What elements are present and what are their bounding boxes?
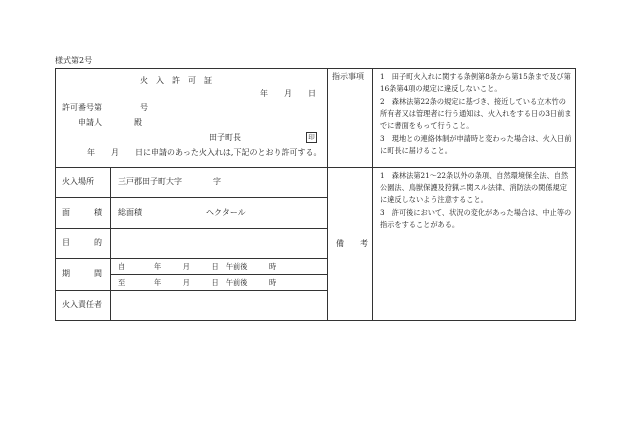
permit-title: 火 入 許 可 証 xyxy=(140,76,212,85)
applicant-label: 申請人 xyxy=(78,118,102,127)
period-to: 至 年 月 日 午前後 時 xyxy=(118,278,277,287)
applicant-honorific: 殿 xyxy=(134,118,142,127)
area-prefix: 総面積 xyxy=(118,208,142,217)
instruction-item-3: 3 現地との連絡体制が申請時と変わった場合は、火入日前に町長に届けること。 xyxy=(380,134,572,156)
location-value: 三戸郡田子町大字 xyxy=(118,177,182,186)
permit-date: 年 月 日 xyxy=(260,89,316,98)
period-label: 期 間 xyxy=(62,269,102,278)
remark-item-3: 3 許可後において、状況の変化があった場合は、中止等の指示をすることがある。 xyxy=(380,208,572,230)
period-from: 自 年 月 日 午前後 時 xyxy=(118,262,277,271)
permit-number-label: 許可番号第 xyxy=(62,103,102,112)
remark-item-1: 1 森林法第21〜22条以外の条項、自然環境保全法、自然公園法、鳥獣保護及狩猟ニ関スル法律、消防法の関係規定に違反しないよう注意すること。 xyxy=(380,171,569,205)
permit-number-suffix: 号 xyxy=(140,103,148,112)
area-unit: ヘクタール xyxy=(206,208,246,217)
permit-statement: 年 月 日に申請のあった火入れは,下記のとおり許可する。 xyxy=(87,148,322,157)
fire-manager-label: 火入責任者 xyxy=(62,300,102,309)
instructions-label: 指示事項 xyxy=(332,72,364,81)
official-seal-icon: 印 xyxy=(306,132,317,143)
purpose-label: 目 的 xyxy=(62,238,102,247)
location-suffix: 字 xyxy=(213,177,221,186)
issuer-name: 田子町長 xyxy=(209,133,241,142)
area-label: 面 積 xyxy=(62,208,102,217)
instruction-item-2: 2 森林法第22条の規定に基づき、接近している立木竹の所有者又は管理者に行う通知は、火入れをする日の3日前までに書面をもって行うこと。 xyxy=(380,97,572,131)
instruction-item-1: 1 田子町火入れに関する条例第8条から第15条まで及び第16条第4項の規定に違反しないこと。 xyxy=(380,72,571,94)
remarks-label: 備 考 xyxy=(336,239,368,248)
location-label: 火入場所 xyxy=(62,177,94,186)
form-number-label: 様式第2号 xyxy=(55,56,93,65)
